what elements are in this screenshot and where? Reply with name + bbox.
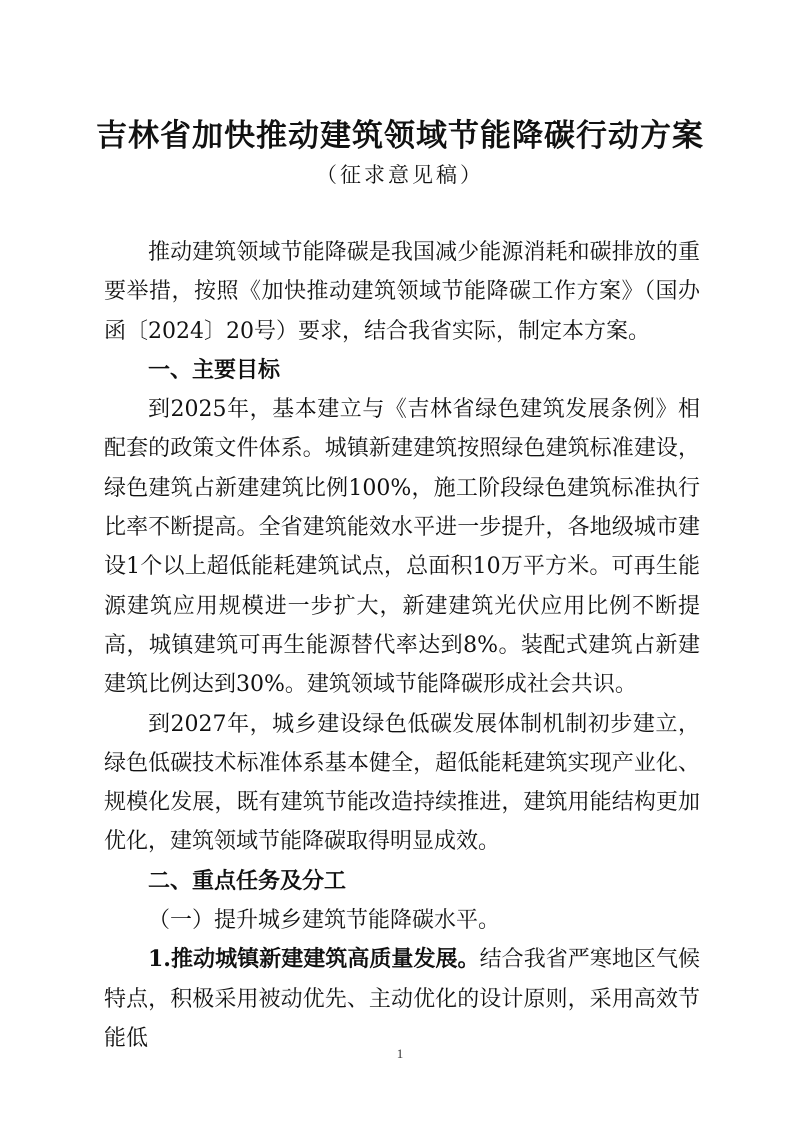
goals-paragraph-2025: 到2025年，基本建立与《吉林省绿色建筑发展条例》相配套的政策文件体系。城镇新建建筑按照绿色建筑标准建设，绿色建筑占新建建筑比例100%，施工阶段绿色建筑标准执行比率不断提高。全省建筑能效水平进一步提升，各地级城市建设1个以上超低能耗建筑试点，总面积10万平方米。可再生能源建筑应用规模进一步扩大，新建建筑光伏应用比例不断提高，城镇建筑可再生能源替代率达到8%。装配式建筑占新建建筑比例达到30%。建筑领域节能降碳形成社会共识。	[104, 397, 700, 698]
section-heading-goals: 一、主要目标	[148, 357, 281, 383]
page-number: 1	[396, 1046, 404, 1061]
document-title: 吉林省加快推动建筑领域节能降碳行动方案	[96, 118, 704, 154]
goals-paragraph-2027: 到2027年，城乡建设绿色低碳发展体制机制初步建立，绿色低碳技术标准体系基本健全，超低能耗建筑实现产业化、规模化发展，既有建筑节能改造持续推进，建筑用能结构更加优化，建筑领域节能降碳取得明显成效。	[104, 711, 700, 855]
task-item-text: 结合我省严寒地区气候特点，积极采用被动优先、主动优化的设计原则，采用高效节能低	[104, 947, 700, 1051]
task-item-paragraph	[104, 940, 700, 1058]
document-body	[104, 233, 700, 1058]
subsection-heading: （一）提升城乡建筑节能降碳水平。	[148, 908, 501, 934]
task-item-lead: 1.推动城镇新建建筑高质量发展。	[148, 946, 480, 973]
section-heading-tasks: 二、重点任务及分工	[148, 868, 347, 894]
document-subtitle: （征求意见稿）	[316, 163, 484, 187]
intro-paragraph: 推动建筑领域节能降碳是我国减少能源消耗和碳排放的重要举措，按照《加快推动建筑领域节能降碳工作方案》（国办函〔2024〕20号）要求，结合我省实际，制定本方案。	[104, 240, 700, 344]
